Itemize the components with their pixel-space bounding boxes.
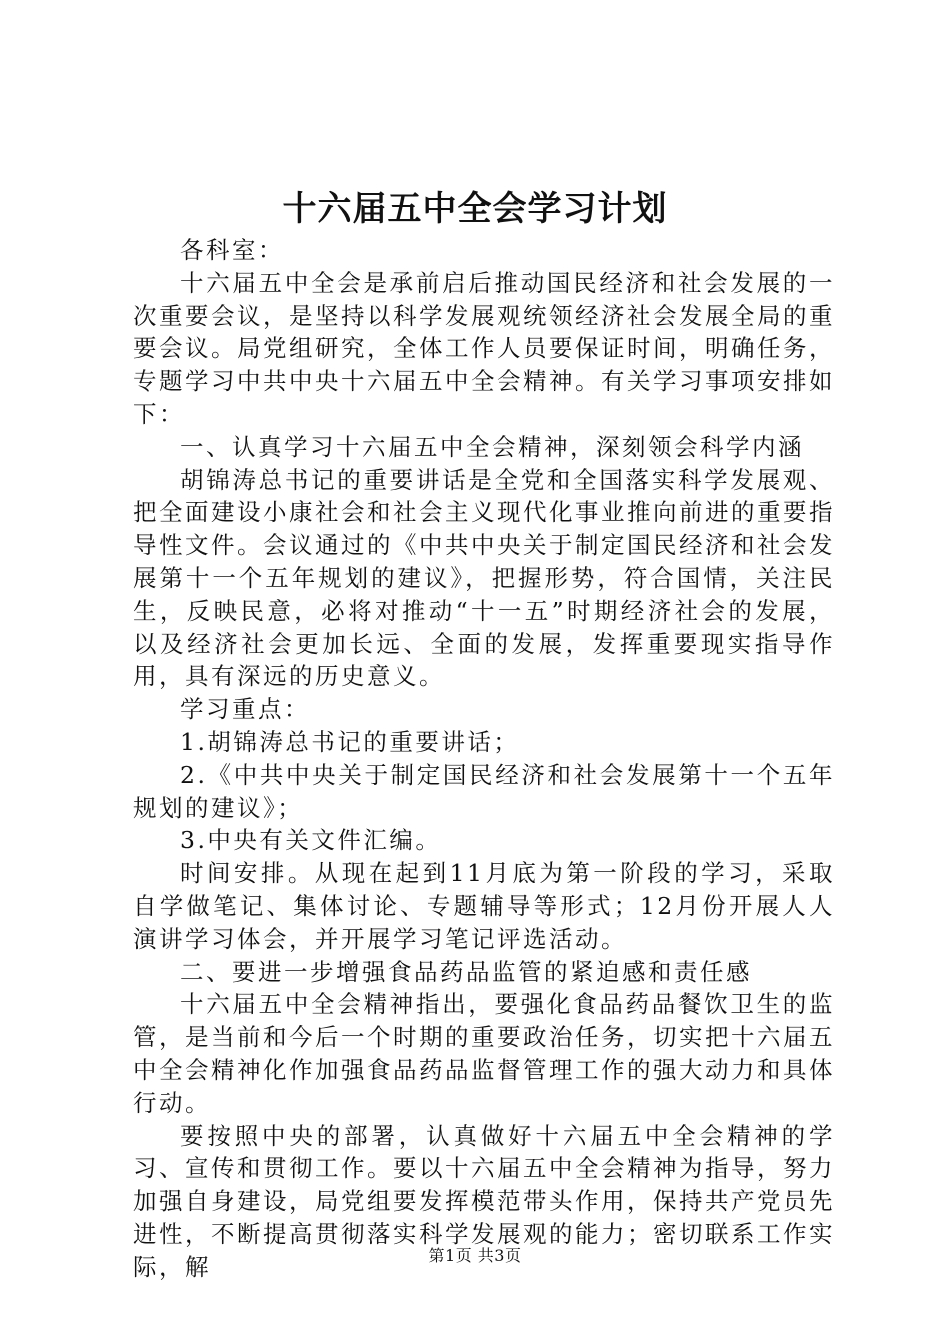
document-body <box>133 234 835 1284</box>
section-1-paragraph: 胡锦涛总书记的重要讲话是全党和全国落实科学发展观、把全面建设小康社会和社会主义现代化事业推向前进的重要指导性文件。会议通过的《中共中央关于制定国民经济和社会发展第十一个五年规划的建议》，把握形势，符合国情，关注民生，反映民意，必将对推动“十一五”时期经济社会的发展，以及经济社会更加长远、全面的发展，发挥重要现实指导作用，具有深远的历史意义。 <box>133 465 835 691</box>
section-heading-1: 一、认真学习十六届五中全会精神，深刻领会科学内涵 <box>180 432 804 461</box>
study-focus-item-2: 2.《中共中央关于制定国民经济和社会发展第十一个五年规划的建议》； <box>133 760 835 822</box>
salutation: 各科室： <box>180 236 284 264</box>
study-focus-heading: 学习重点： <box>180 695 310 724</box>
document-title: 十六届五中全会学习计划 <box>282 189 668 229</box>
schedule-paragraph: 时间安排。从现在起到11月底为第一阶段的学习，采取自学做笔记、集体讨论、专题辅导等形式；12月份开展人人演讲学习体会，并开展学习笔记评选活动。 <box>133 859 835 953</box>
section-heading-2: 二、要进一步增强食品药品监管的紧迫感和责任感 <box>180 957 752 986</box>
intro-paragraph: 十六届五中全会是承前启后推动国民经济和社会发展的一次重要会议，是坚持以科学发展观统领经济社会发展全局的重要会议。局党组研究，全体工作人员要保证时间，明确任务，专题学习中共中央十六届五中全会精神。有关学习事项安排如下： <box>133 268 835 428</box>
section-2-paragraph-2: 要按照中央的部署，认真做好十六届五中全会精神的学习、宣传和贯彻工作。要以十六届五中全会精神为指导，努力加强自身建设，局党组要发挥模范带头作用，保持共产党员先进性，不断提高贯彻落实科学发展观的能力；密切联系工作实际，解 <box>133 1121 835 1281</box>
section-2-paragraph-1: 十六届五中全会精神指出，要强化食品药品餐饮卫生的监管，是当前和今后一个时期的重要政治任务，切实把十六届五中全会精神化作加强食品药品监督管理工作的强大动力和具体行动。 <box>133 990 835 1117</box>
page-footer: 第1页 共3页 <box>428 1246 522 1265</box>
study-focus-item-1: 1.胡锦涛总书记的重要讲话； <box>180 727 520 756</box>
study-focus-item-3: 3.中央有关文件汇编。 <box>180 826 442 855</box>
